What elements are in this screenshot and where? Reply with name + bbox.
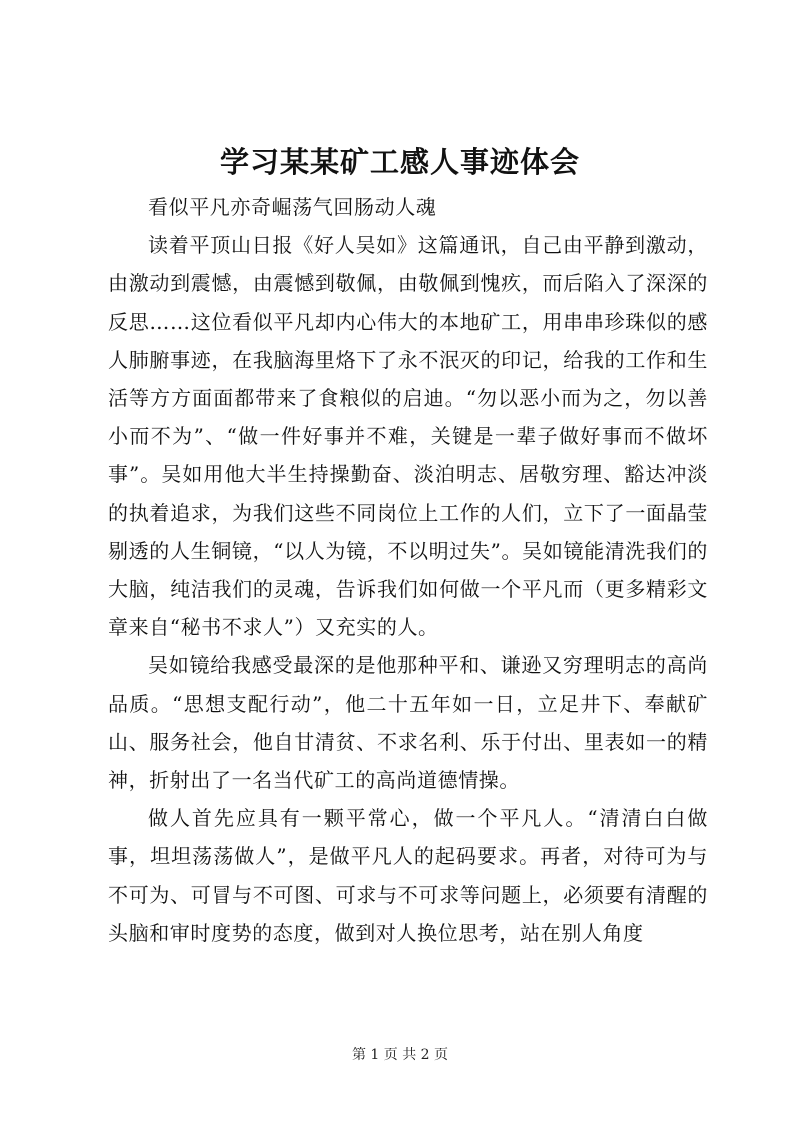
document-title: 学习某某矿工感人事迹体会 [219,145,580,179]
paragraph-2: 吴如镜给我感受最深的是他那种平和、谦逊又穷理明志的高尚品质。“思想支配行动”，他二十五年如一日，立足井下、奉献矿山、服务社会，他自甘清贫、不求名利、乐于付出、里表如一的精神，折射出了一名当代矿工的高尚道德情操。 [108,653,708,793]
paragraph-3: 做人首先应具有一颗平常心，做一个平凡人。“清清白白做事，坦坦荡荡做人”，是做平凡人的起码要求。再者，对待可为与不可为、可冒与不可图、可求与不可求等问题上，必须要有清醒的头脑和审时度势的态度，做到对人换位思考，站在别人角度 [108,806,708,945]
page-footer: 第 1 页 共 2 页 [351,1047,449,1063]
paragraph-1: 读着平顶山日报《好人吴如》这篇通讯，自己由平静到激动，由激动到震憾，由震憾到敬佩，由敬佩到愧疚，而后陷入了深深的反思……这位看似平凡却内心伟大的本地矿工，用串串珍珠似的感人肺腑事迹，在我脑海里烙下了永不泯灭的印记，给我的工作和生活等方方面面都带来了食粮似的启迪。“勿以恶小而为之，勿以善小而不为”、“做一件好事并不难，关键是一辈子做好事而不做坏事”。吴如用他大半生持操勤奋、淡泊明志、居敬穷理、豁达冲淡的执着追求，为我们这些不同岗位上工作的人们，立下了一面晶莹剔透的人生铜镜，“以人为镜，不以明过失”。吴如镜能清洗我们的大脑，纯洁我们的灵魂，告诉我们如何做一个平凡而（更多精彩文章来自“秘书不求人”）又充实的人。 [108,233,708,640]
document-subtitle: 看似平凡亦奇崛荡气回肠动人魂 [148,195,437,219]
document-body [108,188,708,952]
